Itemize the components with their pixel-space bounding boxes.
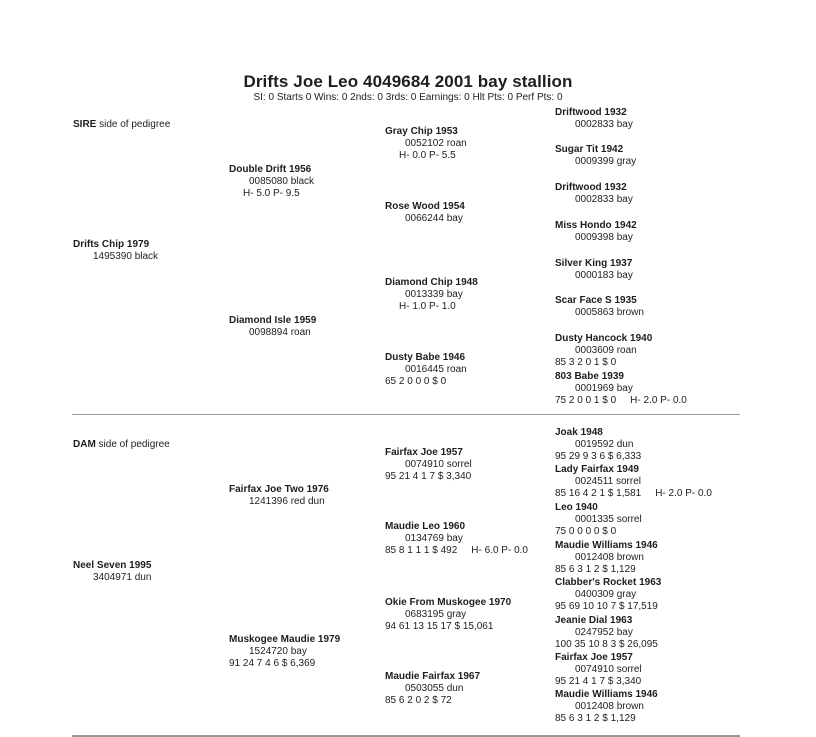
registration: 0503055 dun <box>405 683 464 694</box>
registration: 0024511 sorrel <box>575 476 641 487</box>
ancestor-entry <box>555 577 661 613</box>
ancestor-entry <box>555 371 687 407</box>
ancestor-entry <box>385 671 480 707</box>
registration: 0003609 roan <box>575 345 637 356</box>
race-record: 95 69 10 10 7 $ 17,519 <box>555 601 658 612</box>
dam-side-label: DAM side of pedigree <box>73 439 170 450</box>
ancestor-entry <box>555 220 637 244</box>
ancestor-entry <box>385 447 472 483</box>
horse-name: Joak 1948 <box>555 427 603 438</box>
registration: 0247952 bay <box>575 627 633 638</box>
performance-summary: SI: 0 Starts 0 Wins: 0 2nds: 0 3rds: 0 Earnings: 0 Hlt Pts: 0 Perf Pts: 0 <box>253 92 563 103</box>
dam-sire-entry <box>229 484 329 508</box>
race-record: 94 61 13 15 17 $ 15,061 <box>385 621 494 632</box>
horse-name: Fairfax Joe Two 1976 <box>229 484 329 495</box>
ancestor-entry <box>555 615 658 651</box>
ancestor-entry <box>385 352 467 388</box>
horse-name: Silver King 1937 <box>555 258 633 269</box>
registration: 0052102 roan <box>405 138 467 149</box>
registration: 0085080 black <box>249 176 315 187</box>
registration: 0400309 gray <box>575 589 637 600</box>
horse-name: Sugar Tit 1942 <box>555 144 624 155</box>
ancestor-entry <box>385 597 511 633</box>
registration: 1524720 bay <box>249 646 307 657</box>
registration: 0001335 sorrel <box>575 514 642 525</box>
horse-name: Driftwood 1932 <box>555 107 627 118</box>
sire-entry <box>73 239 158 263</box>
sire-sire-entry <box>229 164 314 200</box>
sire-side-label: SIRE side of pedigree <box>73 119 171 130</box>
race-record: 75 2 0 0 1 $ 0 H- 2.0 P- 0.0 <box>555 395 687 406</box>
horse-name: Scar Face S 1935 <box>555 295 637 306</box>
race-record: 85 8 1 1 1 $ 492 H- 6.0 P- 0.0 <box>385 545 528 556</box>
registration: 1495390 black <box>93 251 159 262</box>
race-record: 100 35 10 8 3 $ 26,095 <box>555 639 658 650</box>
race-record: 85 16 4 2 1 $ 1,581 H- 2.0 P- 0.0 <box>555 488 712 499</box>
registration: 0074910 sorrel <box>575 664 642 675</box>
ancestor-entry <box>555 540 658 576</box>
ancestor-entry <box>385 521 528 557</box>
registration: 0016445 roan <box>405 364 467 375</box>
registration: 0012408 brown <box>575 552 644 563</box>
registration: 0001969 bay <box>575 383 633 394</box>
points: H- 0.0 P- 5.5 <box>399 150 456 161</box>
horse-name: Lady Fairfax 1949 <box>555 464 639 475</box>
registration: 0013339 bay <box>405 289 463 300</box>
horse-name: Jeanie Dial 1963 <box>555 615 633 626</box>
race-record: 85 6 3 1 2 $ 1,129 <box>555 564 636 575</box>
dam-entry <box>73 560 151 584</box>
horse-name: Drifts Chip 1979 <box>73 239 150 250</box>
registration: 0002833 bay <box>575 119 633 130</box>
ancestor-entry <box>555 464 712 500</box>
horse-name: Double Drift 1956 <box>229 164 312 175</box>
horse-name: Maudie Williams 1946 <box>555 540 658 551</box>
race-record: 95 21 4 1 7 $ 3,340 <box>555 676 642 687</box>
registration: 0098894 roan <box>249 327 311 338</box>
horse-name: Clabber's Rocket 1963 <box>555 577 662 588</box>
points: H- 2.0 P- 0.0 <box>655 488 712 499</box>
ancestor-entry <box>555 258 633 282</box>
pedigree-title: Drifts Joe Leo 4049684 2001 bay stallion <box>243 72 573 91</box>
ancestor-entry <box>555 427 641 463</box>
horse-name: Diamond Isle 1959 <box>229 315 317 326</box>
horse-name: Maudie Williams 1946 <box>555 689 658 700</box>
registration: 0002833 bay <box>575 194 633 205</box>
points: H- 2.0 P- 0.0 <box>630 395 687 406</box>
ancestor-entry <box>555 689 658 725</box>
ancestor-entry <box>555 295 644 319</box>
ancestor-entry <box>555 502 642 538</box>
ancestor-entry <box>555 333 652 369</box>
ancestor-entry <box>555 182 633 206</box>
horse-name: Dusty Hancock 1940 <box>555 333 653 344</box>
registration: 1241396 red dun <box>249 496 325 507</box>
registration: 0019592 dun <box>575 439 634 450</box>
horse-name: Gray Chip 1953 <box>385 126 458 137</box>
race-record: 85 6 3 1 2 $ 1,129 <box>555 713 636 724</box>
registration: 0066244 bay <box>405 213 463 224</box>
race-record: 85 6 2 0 2 $ 72 <box>385 695 452 706</box>
race-record: 95 29 9 3 6 $ 6,333 <box>555 451 642 462</box>
race-record: 95 21 4 1 7 $ 3,340 <box>385 471 472 482</box>
horse-name: Neel Seven 1995 <box>73 560 152 571</box>
registration: 0005863 brown <box>575 307 644 318</box>
ancestor-entry <box>555 107 633 131</box>
race-record: 85 3 2 0 1 $ 0 <box>555 357 617 368</box>
points: H- 6.0 P- 0.0 <box>471 545 528 556</box>
race-record: 65 2 0 0 0 $ 0 <box>385 376 447 387</box>
points: H- 1.0 P- 1.0 <box>399 301 456 312</box>
registration: 0683195 gray <box>405 609 467 620</box>
horse-name: Rose Wood 1954 <box>385 201 465 212</box>
registration: 0009398 bay <box>575 232 633 243</box>
horse-name: Muskogee Maudie 1979 <box>229 634 341 645</box>
horse-name: Leo 1940 <box>555 502 598 513</box>
horse-name: Driftwood 1932 <box>555 182 627 193</box>
registration: 0134769 bay <box>405 533 463 544</box>
race-record: 75 0 0 0 0 $ 0 <box>555 526 617 537</box>
ancestor-entry <box>385 201 465 225</box>
points: H- 5.0 P- 9.5 <box>243 188 300 199</box>
horse-name: Fairfax Joe 1957 <box>555 652 633 663</box>
registration: 0000183 bay <box>575 270 633 281</box>
ancestor-entry <box>385 126 467 162</box>
horse-name: Fairfax Joe 1957 <box>385 447 463 458</box>
horse-name: Miss Hondo 1942 <box>555 220 637 231</box>
dam-dam-entry <box>229 634 340 670</box>
registration: 0009399 gray <box>575 156 637 167</box>
ancestor-entry <box>555 652 642 688</box>
race-record: 91 24 7 4 6 $ 6,369 <box>229 658 316 669</box>
ancestor-entry <box>385 277 478 313</box>
horse-name: Maudie Leo 1960 <box>385 521 466 532</box>
horse-name: Diamond Chip 1948 <box>385 277 478 288</box>
registration: 3404971 dun <box>93 572 152 583</box>
section-divider <box>72 414 740 415</box>
horse-name: Okie From Muskogee 1970 <box>385 597 512 608</box>
horse-name: Maudie Fairfax 1967 <box>385 671 481 682</box>
horse-name: 803 Babe 1939 <box>555 371 624 382</box>
sire-dam-entry <box>229 315 316 339</box>
registration: 0012408 brown <box>575 701 644 712</box>
ancestor-entry <box>555 144 636 168</box>
registration: 0074910 sorrel <box>405 459 472 470</box>
horse-name: Dusty Babe 1946 <box>385 352 466 363</box>
